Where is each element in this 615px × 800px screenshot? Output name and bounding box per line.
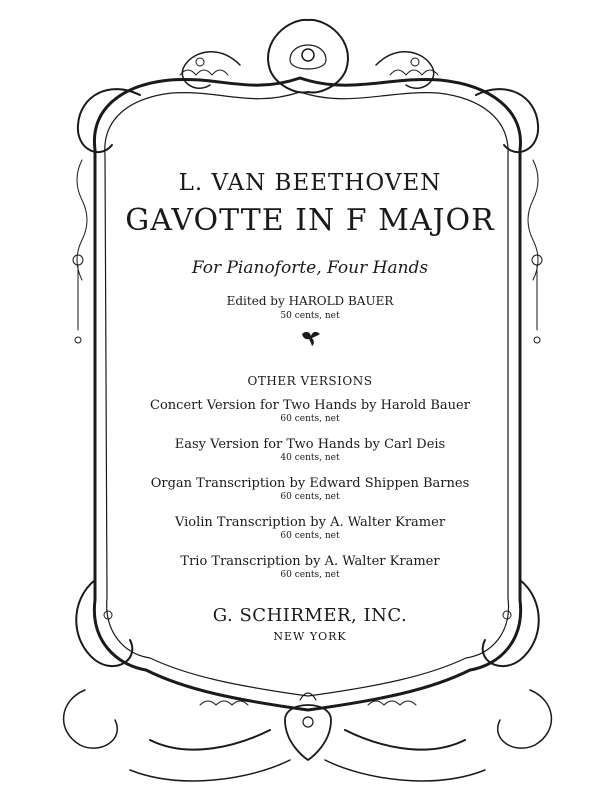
version-title: Concert Version for Two Hands by Harold Bauer [150, 398, 470, 413]
version-price: 60 cents, net [280, 492, 340, 502]
publisher-city: NEW YORK [273, 630, 347, 643]
work-title: GAVOTTE IN F MAJOR [125, 203, 495, 238]
edition-price: 50 cents, net [280, 311, 340, 321]
version-price: 60 cents, net [280, 531, 340, 541]
version-title: Trio Transcription by A. Walter Kramer [180, 554, 440, 569]
version-title: Easy Version for Two Hands by Carl Deis [174, 437, 446, 452]
version-title: Violin Transcription by A. Walter Kramer [174, 515, 446, 530]
version-item [110, 398, 510, 424]
version-item [110, 515, 510, 541]
version-title: Organ Transcription by Edward Shippen Barnes [150, 476, 470, 491]
version-price: 40 cents, net [280, 453, 340, 463]
composer-name: L. VAN BEETHOVEN [178, 170, 442, 196]
fleuron-icon [300, 328, 322, 348]
publisher-name: G. SCHIRMER, INC. [212, 605, 408, 626]
version-price: 60 cents, net [280, 414, 340, 424]
version-item [110, 437, 510, 463]
editor-credit: Edited by HAROLD BAUER [226, 294, 394, 308]
other-versions-heading: OTHER VERSIONS [247, 374, 373, 388]
instrumentation-subtitle: For Pianoforte, Four Hands [191, 258, 429, 278]
version-price: 60 cents, net [280, 570, 340, 580]
version-item [110, 554, 510, 580]
version-item [110, 476, 510, 502]
